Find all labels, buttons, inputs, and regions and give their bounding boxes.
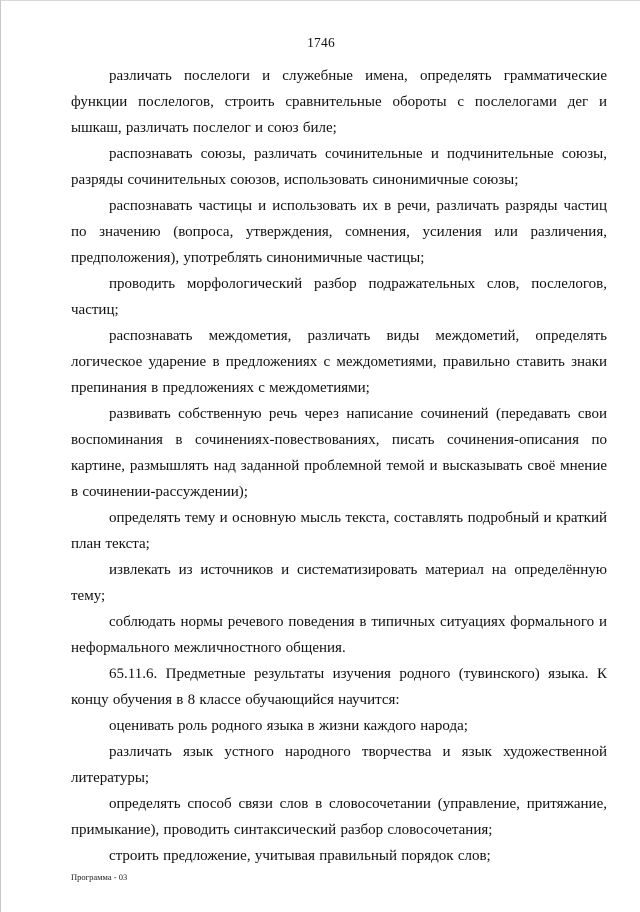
paragraph-text-theme: определять тему и основную мысль текста, составлять подробный и краткий план текста; [71,510,607,552]
footer-program-label: Программа - 03 [71,872,128,882]
paragraph-speech-norms: соблюдать нормы речевого поведения в типичных ситуациях формального и неформального межличностного общения. [71,614,607,656]
paragraph-speech-development: развивать собственную речь через написание сочинений (передавать свои воспоминания в сочинениях-повествованиях, писать сочинения-описания по картине, размышлять над заданной проблемной темой и высказывать своё мнение в сочинении-рассуждении); [71,406,607,500]
paragraph-word-combinations: определять способ связи слов в словосочетании (управление, притяжание, примыкание), проводить синтаксический разбор словосочетания; [71,796,607,838]
paragraph-interjections: распознавать междометия, различать виды междометий, определять логическое ударение в предложениях с междометиями, правильно ставить знаки препинания в предложениях с междометиями; [71,328,607,396]
page-number: 1746 [307,35,335,50]
paragraph-sources: извлекать из источников и систематизировать материал на определённую тему; [71,562,607,604]
paragraph-folk-language: различать язык устного народного творчества и язык художественной литературы; [71,744,607,786]
paragraph-postpositions: различать послелоги и служебные имена, определять грамматические функции послелогов, строить сравнительные обороты с послелогами дег и ышкаш, различать послелог и союз биле; [71,68,607,136]
paragraph-conjunctions: распознавать союзы, различать сочинительные и подчинительные союзы, разряды сочинительных союзов, использовать синонимичные союзы; [71,146,607,188]
paragraph-language-role: оценивать роль родного языка в жизни каждого народа; [109,718,468,734]
paragraph-morphological-analysis: проводить морфологический разбор подражательных слов, послелогов, частиц; [71,276,607,318]
paragraph-word-order: строить предложение, учитывая правильный порядок слов; [109,848,491,864]
document-body [71,63,607,869]
paragraph-section-heading: 65.11.6. Предметные результаты изучения родного (тувинского) языка. К концу обучения в 8 классе обучающийся научится: [71,666,607,708]
paragraph-particles: распознавать частицы и использовать их в речи, различать разряды частиц по значению (вопроса, утверждения, сомнения, усиления или различения, предположения), употреблять синонимичные частицы; [71,198,607,266]
